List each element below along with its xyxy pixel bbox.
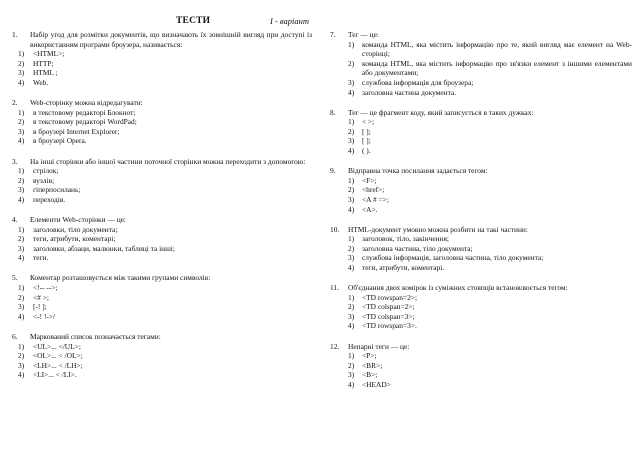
option-number: 1) xyxy=(348,292,355,302)
question-number: 2. xyxy=(12,98,18,108)
answer-option xyxy=(12,293,312,303)
option-text: <TD rowspan=2>; xyxy=(362,292,417,302)
option-text: <TD colspan=3>; xyxy=(362,311,415,321)
option-text: службова інформація, заголовна частина, тіло документа; xyxy=(362,253,544,263)
answer-option xyxy=(330,380,632,390)
option-number: 3) xyxy=(18,68,25,78)
question-line xyxy=(12,157,312,167)
question-number: 8. xyxy=(330,107,336,117)
option-number: 4) xyxy=(348,262,355,272)
answer-option xyxy=(12,342,312,352)
answer-option xyxy=(12,283,312,293)
answer-option xyxy=(12,225,312,235)
option-text: заголовки, абзаци, малюнки, таблиці та інші; xyxy=(33,243,175,253)
option-number: 4) xyxy=(348,379,355,389)
option-text: <A # =>; xyxy=(362,194,389,204)
option-number: 3) xyxy=(348,253,355,263)
answer-option xyxy=(330,205,632,215)
question-number: 5. xyxy=(12,273,18,283)
option-text: Web. xyxy=(33,77,49,87)
option-text: < >; xyxy=(362,117,375,127)
option-number: 1) xyxy=(348,234,355,244)
option-text: <TD rowspan=3>. xyxy=(362,321,417,331)
answer-option xyxy=(330,136,632,146)
option-number: 3) xyxy=(18,185,25,195)
answer-option xyxy=(330,78,632,88)
option-number: 4) xyxy=(18,311,25,321)
answer-option xyxy=(12,49,312,59)
option-text: <BR>; xyxy=(362,360,383,370)
question-block xyxy=(12,273,312,321)
option-number: 4) xyxy=(348,146,355,156)
option-number: 2) xyxy=(18,292,25,302)
answer-option xyxy=(330,302,632,312)
question-number: 9. xyxy=(330,166,336,176)
option-number: 1) xyxy=(18,49,25,59)
question-block xyxy=(330,166,632,214)
answer-option xyxy=(330,253,632,263)
option-text: команда HTML, яка містить інформацію про те, який вигляд має елемент на Web-сторінці; xyxy=(362,39,632,59)
option-text: <A>. xyxy=(362,204,378,214)
question-block xyxy=(330,30,632,97)
variant-label: I - варіант xyxy=(270,16,310,26)
answer-option xyxy=(330,88,632,98)
answer-option xyxy=(12,127,312,137)
option-text: заголовки, тіло документа; xyxy=(33,224,118,234)
question-line xyxy=(12,30,312,49)
option-text: команда HTML, яка містить інформацію про зв'язки елемент з іншими елементами або документами; xyxy=(362,58,632,78)
option-number: 3) xyxy=(18,243,25,253)
option-text: <-! !->/ xyxy=(33,311,56,321)
question-line xyxy=(12,273,312,283)
option-number: 4) xyxy=(348,321,355,331)
option-number: 1) xyxy=(18,224,25,234)
option-number: 3) xyxy=(348,194,355,204)
question-number: 12. xyxy=(330,341,340,351)
option-number: 4) xyxy=(18,136,25,146)
answer-option xyxy=(12,108,312,118)
option-number: 3) xyxy=(18,302,25,312)
option-text: <HEAD> xyxy=(362,379,391,389)
left-column xyxy=(12,30,312,390)
question-text: Відправна точка посилання задається тегом: xyxy=(348,166,488,176)
question-text: Об'єднання двох комірок із суміжних стовпців встановлюється тегом: xyxy=(348,283,568,293)
option-text: <TD colspan=2>; xyxy=(362,302,415,312)
option-number: 2) xyxy=(18,234,25,244)
option-number: 2) xyxy=(348,126,355,136)
answer-option xyxy=(330,370,632,380)
option-number: 2) xyxy=(18,58,25,68)
option-number: 4) xyxy=(18,77,25,87)
option-text: <LI>... < /LI>. xyxy=(33,370,77,380)
option-text: в броузері Internet Explorer; xyxy=(33,126,120,136)
option-text: [ ]; xyxy=(362,126,371,136)
question-text: Коментар розташовується між такими групами символів: xyxy=(30,273,211,283)
question-block xyxy=(330,225,632,273)
option-text: <HTML>; xyxy=(33,49,65,59)
option-number: 2) xyxy=(348,185,355,195)
answer-option xyxy=(330,195,632,205)
option-text: теги, атрибути, коментарі. xyxy=(362,262,445,272)
answer-option xyxy=(12,176,312,186)
answer-option xyxy=(12,312,312,322)
option-number: 4) xyxy=(18,194,25,204)
right-column xyxy=(330,30,632,400)
question-text: Тег — це фрагмент коду, який записується в таких дужках: xyxy=(348,107,534,117)
option-text: <P>; xyxy=(362,351,377,361)
question-number: 4. xyxy=(12,215,18,224)
option-text: <F>; xyxy=(362,175,377,185)
answer-option xyxy=(330,40,632,59)
option-text: <!-- -->; xyxy=(33,283,58,293)
question-text: Елементи Web-сторінки — це: xyxy=(30,215,126,224)
option-text: в текстовому редакторі WordPad; xyxy=(33,117,137,127)
answer-option xyxy=(12,361,312,371)
option-number: 1) xyxy=(348,117,355,127)
option-number: 1) xyxy=(18,341,25,351)
answer-option xyxy=(330,146,632,156)
answer-option xyxy=(12,302,312,312)
answer-option xyxy=(330,176,632,186)
option-number: 3) xyxy=(348,311,355,321)
option-text: <href>; xyxy=(362,185,385,195)
option-text: теги. xyxy=(33,253,49,263)
option-text: в броузері Opera. xyxy=(33,136,87,146)
answer-option xyxy=(12,68,312,78)
question-text: Маркований список позначається тегами: xyxy=(30,331,161,341)
question-block xyxy=(12,157,312,205)
answer-option xyxy=(330,185,632,195)
question-number: 11. xyxy=(330,283,339,293)
option-number: 2) xyxy=(348,302,355,312)
question-block xyxy=(330,342,632,390)
option-number: 3) xyxy=(348,136,355,146)
answer-option xyxy=(12,166,312,176)
answer-option xyxy=(12,136,312,146)
option-text: стрілок; xyxy=(33,166,59,176)
option-text: <B>; xyxy=(362,370,378,380)
question-text: Тег — це: xyxy=(348,30,379,39)
option-number: 3) xyxy=(18,360,25,370)
option-text: переходів. xyxy=(33,194,66,204)
answer-option xyxy=(12,117,312,127)
question-block xyxy=(12,30,312,88)
answer-option xyxy=(330,234,632,244)
answer-option xyxy=(330,127,632,137)
option-number: 2) xyxy=(18,117,25,127)
option-number: 2) xyxy=(348,58,355,68)
question-line xyxy=(330,166,632,176)
question-text: Web-сторінку можна відредагувати: xyxy=(30,98,143,108)
answer-option xyxy=(330,321,632,331)
answer-option xyxy=(330,59,632,78)
question-number: 7. xyxy=(330,30,336,39)
option-number: 2) xyxy=(18,351,25,361)
answer-option xyxy=(12,253,312,263)
option-number: 1) xyxy=(348,351,355,361)
answer-option xyxy=(330,351,632,361)
question-line xyxy=(330,342,632,352)
answer-option xyxy=(330,244,632,254)
option-number: 4) xyxy=(348,87,355,97)
answer-option xyxy=(330,361,632,371)
question-line xyxy=(12,98,312,108)
option-number: 3) xyxy=(348,77,355,87)
answer-option xyxy=(330,263,632,273)
option-number: 1) xyxy=(348,175,355,185)
answer-option xyxy=(12,185,312,195)
question-number: 1. xyxy=(12,30,18,39)
answer-option xyxy=(12,351,312,361)
option-text: <LH>... < /LH>; xyxy=(33,360,83,370)
option-number: 3) xyxy=(348,370,355,380)
option-text: службова інформація для броузера; xyxy=(362,77,474,87)
option-text: <OL>... < /OL>; xyxy=(33,351,83,361)
question-line xyxy=(330,108,632,118)
option-text: [ ]; xyxy=(362,136,371,146)
answer-option xyxy=(330,117,632,127)
option-text: вузлів; xyxy=(33,175,55,185)
option-text: заголовна частина документа. xyxy=(362,87,457,97)
question-line xyxy=(12,215,312,225)
option-text: гіперпосилань; xyxy=(33,185,81,195)
option-text: <# >; xyxy=(33,292,49,302)
answer-option xyxy=(12,244,312,254)
option-number: 3) xyxy=(18,126,25,136)
option-text: HTML ; xyxy=(33,68,58,78)
option-text: заголовна частина, тіло документа; xyxy=(362,243,473,253)
option-number: 4) xyxy=(348,204,355,214)
answer-option xyxy=(330,312,632,322)
question-block xyxy=(12,332,312,380)
question-block xyxy=(12,98,312,146)
option-number: 1) xyxy=(18,166,25,176)
option-text: <UL>... </UL>; xyxy=(33,341,81,351)
question-line xyxy=(12,332,312,342)
question-number: 3. xyxy=(12,156,18,166)
question-text: На інші сторінки або іншої частини поточної сторінки можна переходити з допомогою: xyxy=(30,156,306,166)
answer-option xyxy=(12,59,312,69)
answer-option xyxy=(12,78,312,88)
question-block xyxy=(330,283,632,331)
question-line xyxy=(330,30,632,40)
option-text: заголовок, тіло, закінчення; xyxy=(362,234,449,244)
option-number: 1) xyxy=(18,107,25,117)
option-number: 2) xyxy=(348,243,355,253)
option-number: 1) xyxy=(348,39,355,49)
option-text: ( ). xyxy=(362,146,371,156)
option-number: 2) xyxy=(348,360,355,370)
option-text: в текстовому редакторі Блокнот; xyxy=(33,107,136,117)
option-number: 1) xyxy=(18,283,25,293)
question-number: 6. xyxy=(12,331,18,341)
answer-option xyxy=(12,195,312,205)
question-block xyxy=(12,215,312,263)
answer-option xyxy=(330,293,632,303)
option-number: 2) xyxy=(18,175,25,185)
question-number: 10. xyxy=(330,224,340,234)
question-text: HTML-документ умовно можна розбити на такі частини: xyxy=(348,224,528,234)
answer-option xyxy=(12,234,312,244)
option-text: [-! ]; xyxy=(33,302,47,312)
answer-option xyxy=(12,370,312,380)
question-line xyxy=(330,225,632,235)
option-number: 4) xyxy=(18,253,25,263)
option-text: теги, атрибути, коментарі; xyxy=(33,234,116,244)
page-title: ТЕСТИ xyxy=(176,16,211,26)
option-text: HTTP; xyxy=(33,58,54,68)
option-number: 4) xyxy=(18,370,25,380)
question-block xyxy=(330,108,632,156)
question-line xyxy=(330,283,632,293)
question-text: Непарні теги — це: xyxy=(348,341,410,351)
question-text: Набір угод для розмітки документів, що визначають їх зовнішній вигляд при доступі із використанням програми броузера, називається: xyxy=(30,30,312,49)
